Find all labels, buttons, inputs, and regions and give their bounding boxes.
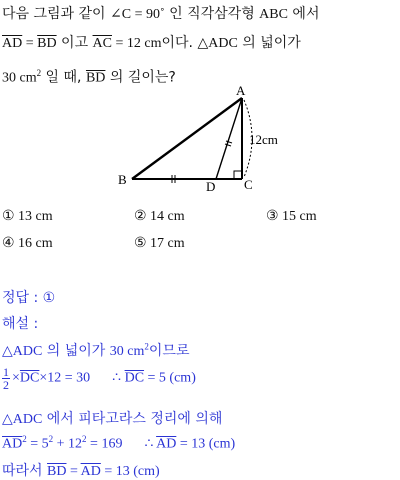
area-value: 30 cm: [109, 344, 145, 359]
question-text: 일 때,: [41, 69, 86, 86]
segment-ad: $\overline{AD}$: [156, 436, 177, 452]
numerator: 1: [3, 365, 9, 379]
solution-text: 이므로: [148, 343, 190, 359]
fraction-one-half: [2, 366, 10, 391]
solution-text: 의 넓이가: [42, 343, 110, 359]
triangle-adc: △ADC: [2, 412, 43, 427]
explanation-label: 해설 :: [2, 316, 39, 332]
question-line-2: [2, 33, 301, 54]
side-length-label: 12cm: [249, 132, 278, 147]
segment-bd: $\overline{BD}$: [37, 36, 57, 51]
triangle-adc: △ADC: [197, 36, 238, 51]
choice-4[interactable]: ④ 16 cm: [2, 236, 53, 251]
area-exponent: 2: [36, 68, 42, 78]
segment-ac: $\overline{AC}$: [92, 36, 112, 51]
side-ab: [132, 98, 242, 179]
solution-line-3: [2, 408, 222, 428]
question-text: 이고: [56, 35, 93, 51]
segment-ad: $\overline{AD}$: [80, 464, 101, 479]
dc-result: = 5 (cm): [144, 370, 196, 386]
bd-result: = 13 (cm): [100, 464, 160, 479]
equation-text: ×12 = 30: [39, 370, 91, 386]
therefore-sign: ∴: [112, 370, 125, 386]
segment-ad-line: [216, 98, 242, 179]
triangle-figure: [110, 82, 290, 192]
angle-condition: ∠C = 90˚: [110, 7, 165, 22]
segment-dc: $\overline{DC}$: [124, 370, 145, 386]
denominator: 2: [3, 378, 9, 392]
segment-bd: $\overline{BD}$: [85, 70, 106, 86]
area-exponent: 2: [144, 341, 149, 352]
times-sign: ×: [12, 370, 20, 386]
segment-ad: $\overline{AD}$: [2, 36, 23, 51]
triangle-name: ABC: [259, 7, 288, 22]
exponent: 2: [48, 434, 54, 444]
vertex-d-label: D: [206, 179, 216, 192]
equation-text: = 5: [26, 436, 49, 452]
vertex-a-label: A: [236, 83, 246, 98]
solution-text: 에서 피타고라스 정리에 의해: [42, 411, 223, 427]
ac-length: = 12 cm: [112, 36, 162, 51]
choice-1[interactable]: ① 13 cm: [2, 209, 53, 224]
equals: =: [66, 464, 81, 479]
triangle-adc: △ADC: [2, 344, 43, 359]
solution-line-5: [2, 460, 160, 480]
equation-text: + 12: [53, 436, 83, 452]
segment-dc: $\overline{DC}$: [19, 370, 40, 386]
choice-2[interactable]: ② 14 cm: [134, 209, 185, 224]
segment-ad: $\overline{AD}$: [2, 436, 23, 452]
choice-5[interactable]: ⑤ 17 cm: [134, 236, 185, 251]
equals: =: [22, 36, 38, 51]
exponent: 2: [82, 434, 87, 444]
ad-result: = 13 (cm): [176, 436, 236, 452]
solution-line-1: [2, 340, 189, 360]
tick-mark-ad: [226, 141, 232, 143]
question-text: 인 직각삼각형: [164, 6, 260, 22]
segment-bd: $\overline{BD}$: [47, 464, 67, 479]
question-text: 다음 그림과 같이: [2, 6, 111, 22]
equation-text: = 169: [86, 436, 123, 452]
vertex-c-label: C: [244, 177, 253, 192]
tick-mark-ad: [225, 144, 231, 146]
solution-line-4: [2, 434, 235, 453]
vertex-b-label: B: [118, 172, 127, 187]
question-text: 에서: [287, 6, 320, 22]
answer-label: 정답 : ①: [2, 290, 56, 306]
right-angle-mark: [234, 171, 242, 179]
solution-text: 따라서: [2, 463, 48, 479]
question-text: 의 길이는?: [105, 69, 176, 86]
solution-line-2: [2, 366, 196, 391]
question-line-1: [2, 4, 319, 25]
area-value: 30 cm: [2, 70, 37, 86]
choice-3[interactable]: ③ 15 cm: [266, 209, 317, 224]
question-text: 의 넓이가: [237, 35, 301, 51]
exponent: 2: [22, 434, 27, 444]
question-text: 이다.: [161, 35, 198, 51]
therefore-sign: ∴: [144, 436, 157, 452]
